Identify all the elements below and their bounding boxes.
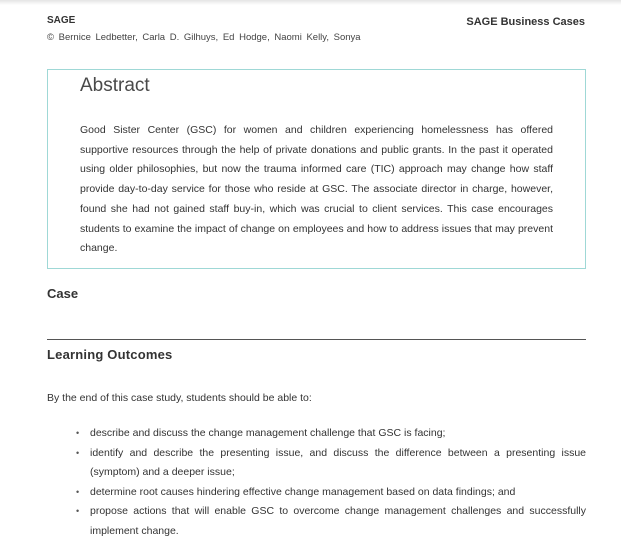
abstract-box: [47, 69, 586, 269]
bullet-icon: •: [76, 447, 80, 458]
bullet-icon: •: [76, 486, 80, 497]
case-heading: Case: [47, 286, 79, 301]
list-item-text: propose actions that will enable GSC to overcome change management challenges and successfully implement change.: [90, 505, 586, 537]
list-item: [76, 483, 586, 503]
publisher-name: SAGE: [47, 15, 76, 26]
list-item: [76, 424, 586, 444]
top-shadow: [0, 0, 621, 5]
learning-outcomes-intro: By the end of this case study, students should be able to:: [47, 392, 312, 404]
list-item-text: determine root causes hindering effective change management based on data findings; and: [90, 485, 516, 498]
abstract-body: Good Sister Center (GSC) for women and children experiencing homelessness has offered supportive resources through the help of private donations and public grants. In the past it operated using older philosophies, but now the trauma informed care (TIC) approach may change how staff provide day-to-day service for those who reside at GSC. The associate director in charge, however, found she had not gained staff buy-in, which was crucial to client services. This case encourages students to examine the impact of change on employees and how to address issues that may prevent change.: [80, 124, 553, 255]
list-item: [76, 502, 586, 541]
abstract-title: Abstract: [80, 75, 150, 96]
list-item-text: describe and discuss the change management challenge that GSC is facing;: [90, 427, 446, 439]
author-line: © Bernice Ledbetter, Carla D. Gilhuys, Ed Hodge, Naomi Kelly, Sonya: [47, 32, 361, 43]
learning-outcomes-heading: Learning Outcomes: [47, 347, 173, 362]
series-title: SAGE Business Cases: [466, 16, 585, 28]
bullet-icon: •: [76, 506, 80, 516]
list-item: [76, 444, 586, 483]
learning-outcomes-list: [76, 424, 586, 541]
bullet-icon: •: [76, 428, 80, 438]
section-divider: [47, 339, 586, 340]
list-item-text: identify and describe the presenting issue, and discuss the difference between a presenting issue (symptom) and a deeper issue;: [90, 446, 586, 478]
